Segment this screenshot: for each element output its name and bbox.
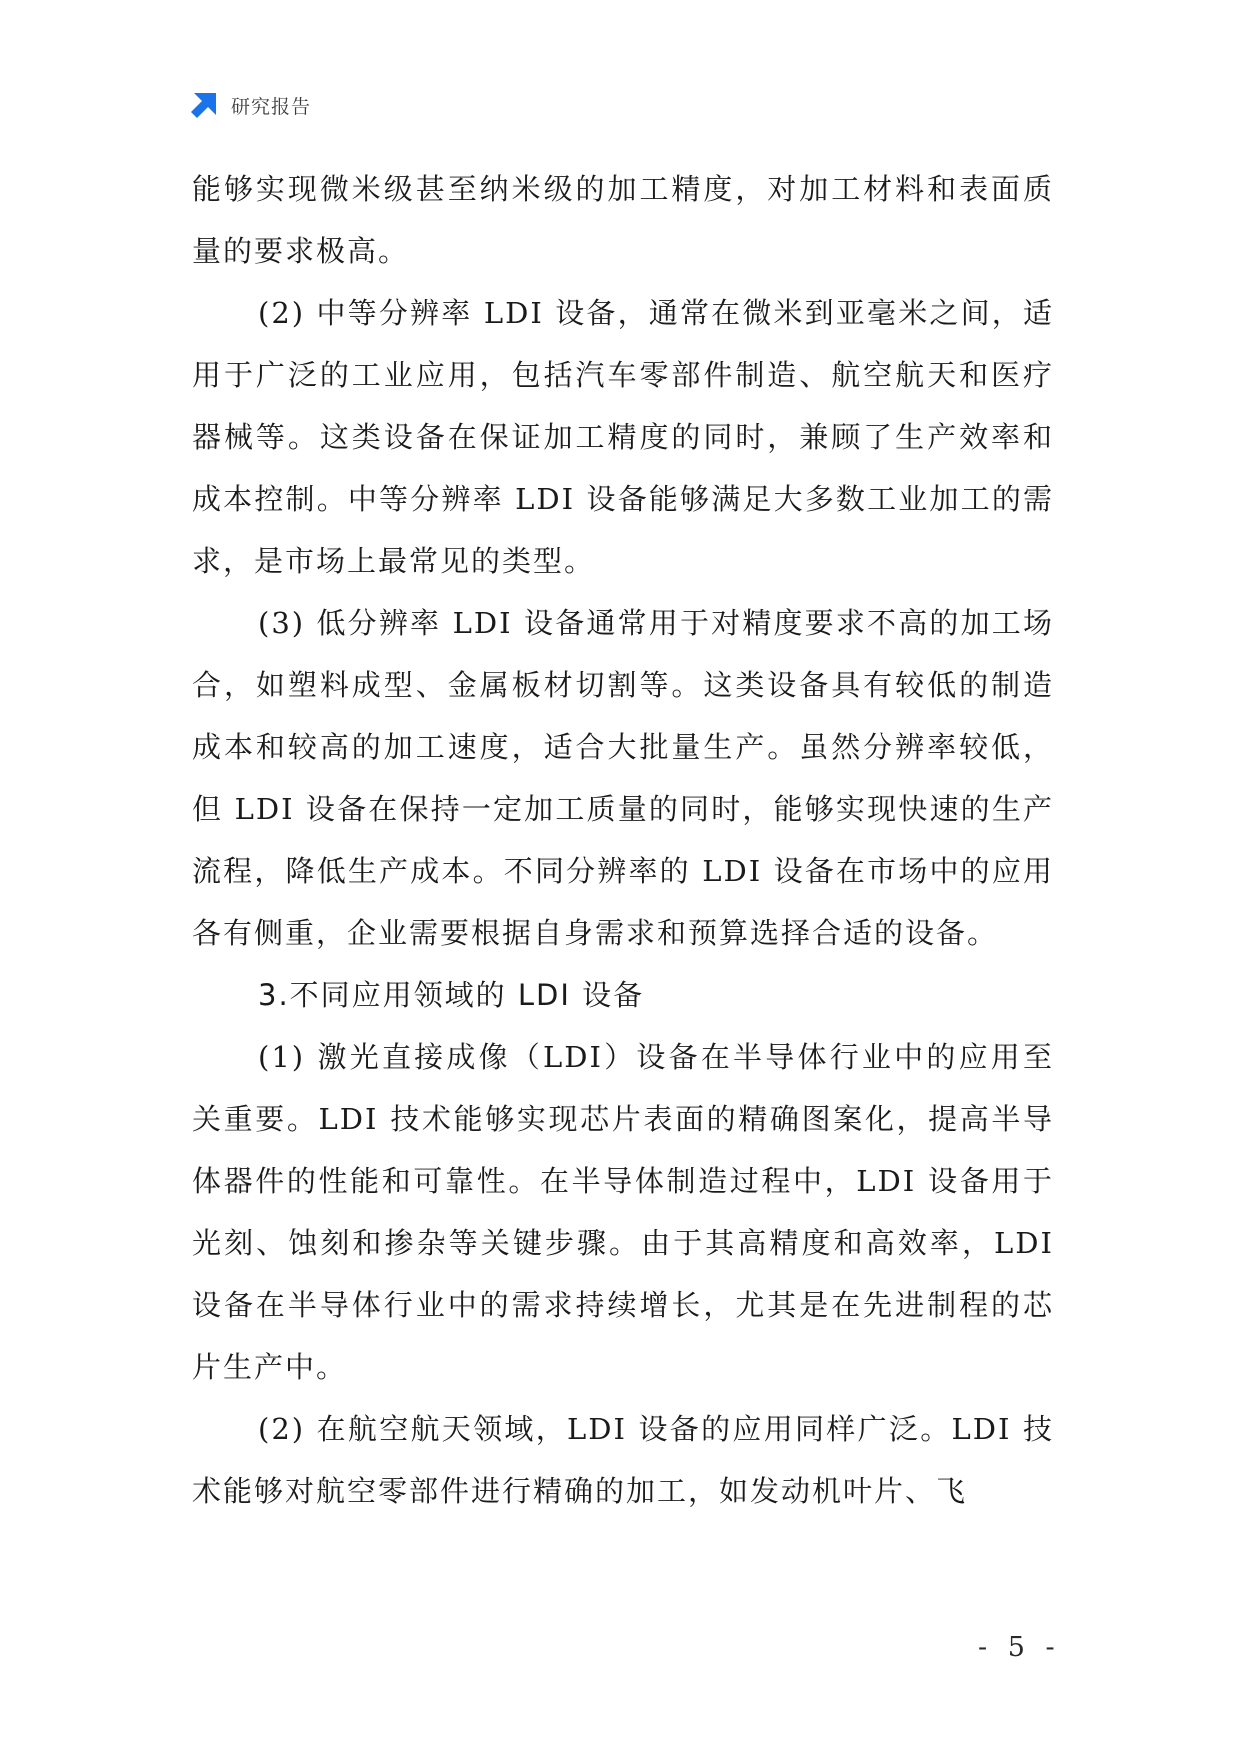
paragraph-continuation: 能够实现微米级甚至纳米级的加工精度，对加工材料和表面质量的要求极高。 [192,172,1054,268]
page-number: - 5 - [978,1632,1061,1663]
arrow-up-right-icon [188,89,220,121]
paragraph-aerospace: (2) 在航空航天领域，LDI 设备的应用同样广泛。LDI 技术能够对航空零部件进行精确的加工，如发动机叶片、飞 [192,1412,1054,1508]
document-body [192,158,1054,1522]
header-title: 研究报告 [231,95,312,118]
paragraph-medium-resolution: (2) 中等分辨率 LDI 设备，通常在微米到亚毫米之间，适用于广泛的工业应用，包括汽车零部件制造、航空航天和医疗器械等。这类设备在保证加工精度的同时，兼顾了生产效率和成本控制。中等分辨率 LDI 设备能够满足大多数工业加工的需求，是市场上最常见的类型。 [192,296,1054,578]
section-heading: 3.不同应用领域的 LDI 设备 [258,978,645,1012]
paragraph-low-resolution: (3) 低分辨率 LDI 设备通常用于对精度要求不高的加工场合，如塑料成型、金属板材切割等。这类设备具有较低的制造成本和较高的加工速度，适合大批量生产。虽然分辨率较低，但 LDI 设备在保持一定加工质量的同时，能够实现快速的生产流程，降低生产成本。不同分辨率的 LDI 设备在市场中的应用各有侧重，企业需要根据自身需求和预算选择合适的设备。 [192,606,1054,950]
paragraph-semiconductor: (1) 激光直接成像（LDI）设备在半导体行业中的应用至关重要。LDI 技术能够实现芯片表面的精确图案化，提高半导体器件的性能和可靠性。在半导体制造过程中，LDI 设备用于光刻、蚀刻和掺杂等关键步骤。由于其高精度和高效率，LDI 设备在半导体行业中的需求持续增长，尤其是在先进制程的芯片生产中。 [192,1040,1054,1384]
report-header [188,88,311,122]
